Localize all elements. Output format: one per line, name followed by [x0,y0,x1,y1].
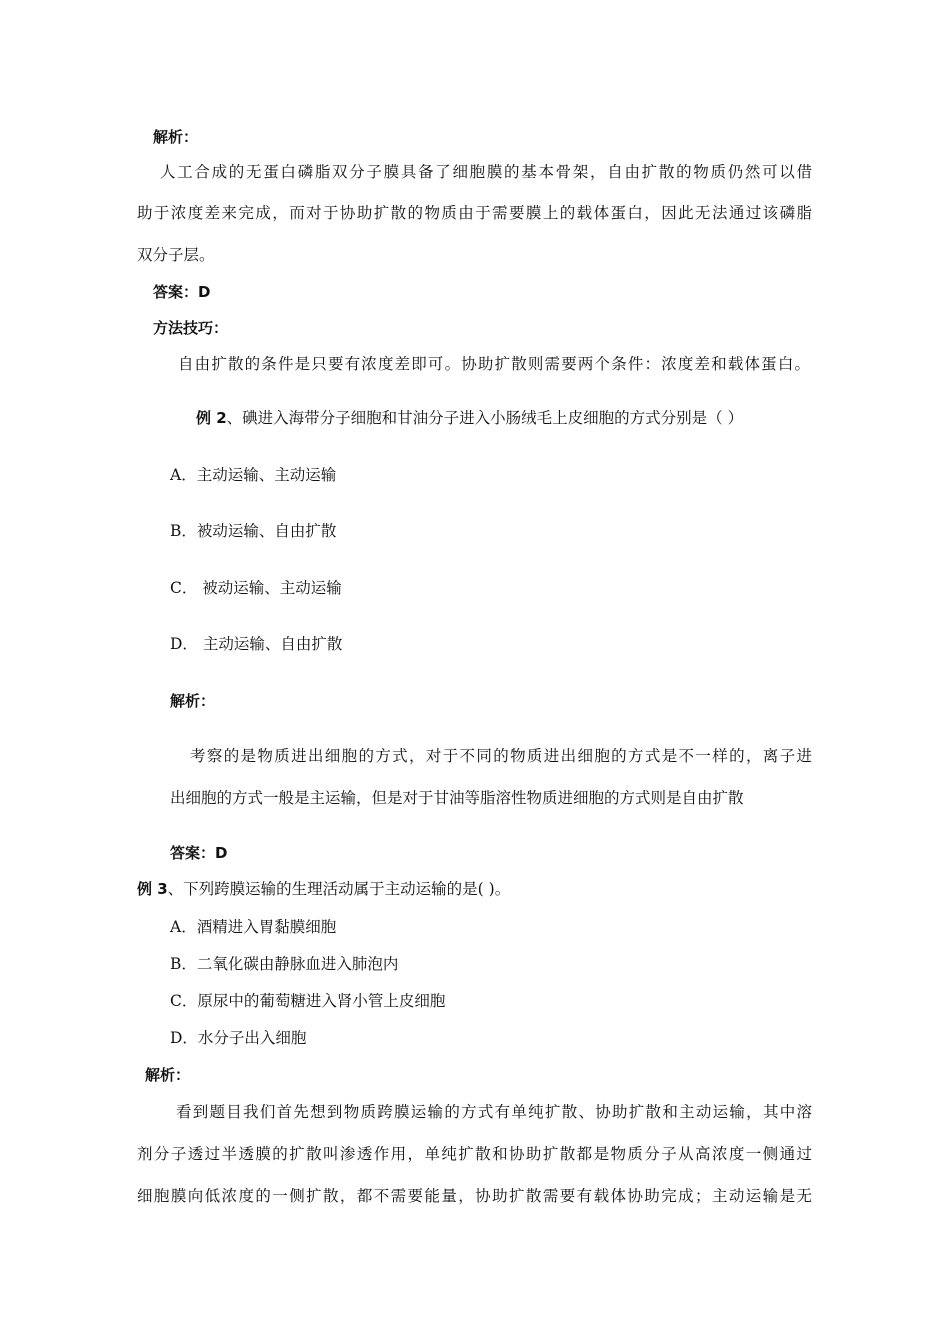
tips-heading: 方法技巧： [153,319,229,337]
analysis-line: 剂分子透过半透膜的扩散叫渗透作用，单纯扩散和协助扩散都是物质分子从高浓度一侧通过 [137,1145,812,1163]
analysis-line: 人工合成的无蛋白磷脂双分子膜具备了细胞膜的基本骨架，自由扩散的物质仍然可以借 [160,163,812,181]
analysis-line: 助于浓度差来完成，而对于协助扩散的物质由于需要膜上的载体蛋白，因此无法通过该磷脂 [137,204,812,222]
analysis-line: 考察的是物质进出细胞的方式，对于不同的物质进出细胞的方式是不一样的，离子进 [190,747,812,765]
example3-question [137,879,510,899]
example-label: 例 3 [137,880,168,898]
analysis-line: 双分子层。 [137,246,215,264]
option-c: C． 被动运输、主动运输 [170,579,342,597]
example2-question [196,408,743,428]
tips-text: 自由扩散的条件是只要有浓度差即可。协助扩散则需要两个条件：浓度差和载体蛋白。 [178,355,810,373]
answer-line: 答案：D [153,283,211,301]
analysis-heading: 解析： [145,1066,191,1084]
option-d: D．水分子出入细胞 [170,1029,307,1047]
analysis-line: 细胞膜向低浓度的一侧扩散，都不需要能量，协助扩散需要有载体协助完成；主动运输是无 [137,1187,812,1205]
example-label: 例 2 [196,409,227,427]
option-b: B．二氧化碳由静脉血进入肺泡内 [170,955,399,973]
option-b: B．被动运输、自由扩散 [170,522,337,540]
analysis-line: 出细胞的方式一般是主运输，但是对于甘油等脂溶性物质进细胞的方式则是自由扩散 [170,789,744,807]
question-text: 、碘进入海带分子细胞和甘油分子进入小肠绒毛上皮细胞的方式分别是（ ） [226,409,744,427]
answer-line: 答案：D [170,844,228,862]
option-c: C．原尿中的葡萄糖进入肾小管上皮细胞 [170,992,446,1010]
option-a: A．主动运输、主动运输 [170,466,337,484]
analysis-line: 看到题目我们首先想到物质跨膜运输的方式有单纯扩散、协助扩散和主动运输，其中溶 [176,1103,812,1121]
analysis-heading: 解析： [170,692,216,710]
analysis-heading: 解析： [153,128,199,146]
option-d: D． 主动运输、自由扩散 [170,635,343,653]
option-a: A．酒精进入胃黏膜细胞 [170,918,337,936]
question-text: 、下列跨膜运输的生理活动属于主动运输的是( )。 [167,880,511,898]
